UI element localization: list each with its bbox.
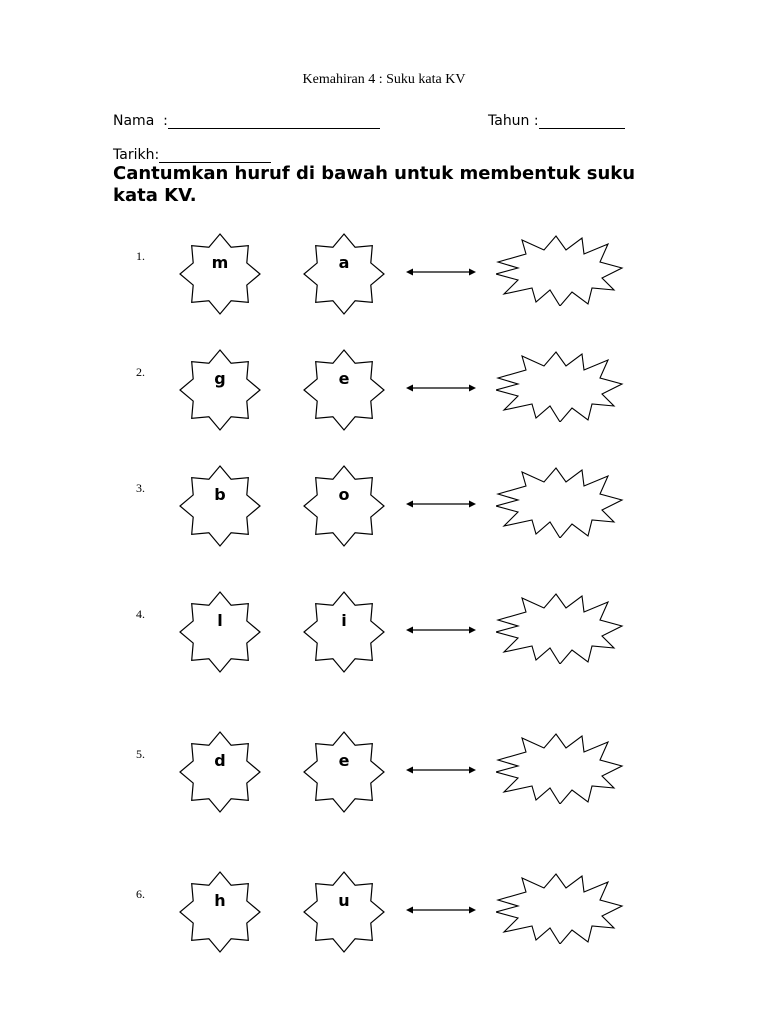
exercise-row xyxy=(0,464,768,564)
consonant-star[interactable] xyxy=(178,232,262,316)
consonant-letter: h xyxy=(214,890,226,910)
row-number: 6. xyxy=(136,887,145,901)
consonant-letter: m xyxy=(211,252,229,272)
answer-burst[interactable] xyxy=(496,466,624,538)
answer-burst[interactable] xyxy=(496,732,624,804)
explosion-burst-icon xyxy=(496,872,624,944)
nama-field xyxy=(113,113,380,129)
nama-blank[interactable] xyxy=(168,114,380,129)
vowel-star[interactable] xyxy=(302,232,386,316)
connector-arrow xyxy=(406,379,476,391)
connector-arrow xyxy=(406,761,476,773)
consonant-letter: l xyxy=(217,610,223,630)
vowel-letter: e xyxy=(338,750,350,770)
double-arrow-icon xyxy=(406,498,476,510)
consonant-star[interactable] xyxy=(178,590,262,674)
exercise-row xyxy=(0,232,768,332)
answer-burst[interactable] xyxy=(496,872,624,944)
vowel-star[interactable] xyxy=(302,730,386,814)
vowel-letter: e xyxy=(338,368,350,388)
vowel-letter: o xyxy=(338,484,350,504)
instruction-text: Cantumkan huruf di bawah untuk membentuk suku kata KV. xyxy=(113,163,636,206)
vowel-letter: a xyxy=(338,252,350,272)
consonant-star[interactable] xyxy=(178,464,262,548)
row-number: 3. xyxy=(136,481,145,495)
answer-burst[interactable] xyxy=(496,234,624,306)
consonant-star[interactable] xyxy=(178,348,262,432)
consonant-letter: g xyxy=(214,368,226,388)
tahun-blank[interactable] xyxy=(539,114,625,129)
tarikh-blank[interactable] xyxy=(159,148,271,163)
explosion-burst-icon xyxy=(496,592,624,664)
tahun-field xyxy=(488,113,625,129)
double-arrow-icon xyxy=(406,266,476,278)
explosion-burst-icon xyxy=(496,732,624,804)
connector-arrow xyxy=(406,901,476,913)
double-arrow-icon xyxy=(406,624,476,636)
consonant-star[interactable] xyxy=(178,730,262,814)
explosion-burst-icon xyxy=(496,234,624,306)
answer-burst[interactable] xyxy=(496,592,624,664)
row-number: 5. xyxy=(136,747,145,761)
row-number: 4. xyxy=(136,607,145,621)
page-title: Kemahiran 4 : Suku kata KV xyxy=(302,72,466,87)
tahun-label: Tahun : xyxy=(488,113,539,129)
tarikh-label: Tarikh: xyxy=(113,147,160,163)
consonant-letter: b xyxy=(214,484,226,504)
connector-arrow xyxy=(406,621,476,633)
consonant-letter: d xyxy=(214,750,226,770)
exercise-row xyxy=(0,348,768,448)
exercise-row xyxy=(0,870,768,970)
row-number: 1. xyxy=(136,249,145,263)
vowel-star[interactable] xyxy=(302,464,386,548)
explosion-burst-icon xyxy=(496,466,624,538)
tarikh-field xyxy=(113,147,271,163)
vowel-letter: u xyxy=(338,890,350,910)
connector-arrow xyxy=(406,495,476,507)
connector-arrow xyxy=(406,263,476,275)
vowel-star[interactable] xyxy=(302,870,386,954)
consonant-star[interactable] xyxy=(178,870,262,954)
double-arrow-icon xyxy=(406,764,476,776)
vowel-star[interactable] xyxy=(302,348,386,432)
exercise-row xyxy=(0,590,768,690)
vowel-star[interactable] xyxy=(302,590,386,674)
explosion-burst-icon xyxy=(496,350,624,422)
vowel-letter: i xyxy=(341,610,347,630)
exercise-row xyxy=(0,730,768,830)
row-number: 2. xyxy=(136,365,145,379)
nama-label: Nama : xyxy=(113,113,168,129)
answer-burst[interactable] xyxy=(496,350,624,422)
double-arrow-icon xyxy=(406,382,476,394)
double-arrow-icon xyxy=(406,904,476,916)
